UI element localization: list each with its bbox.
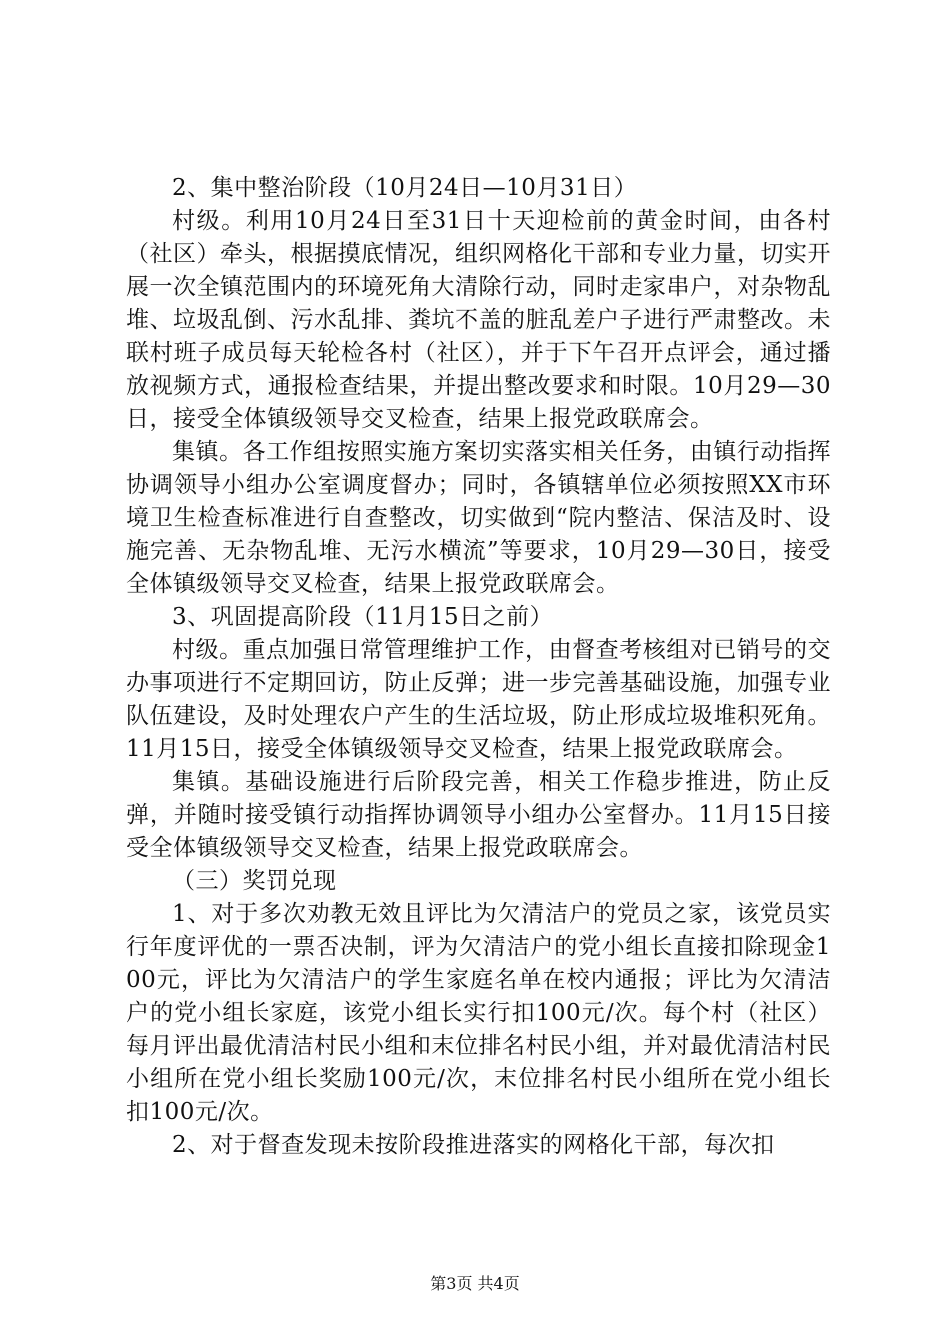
paragraph-stage-2-heading: 2、集中整治阶段（10月24日—10月31日） <box>172 175 638 201</box>
paragraph-village-level-stage-3: 村级。重点加强日常管理维护工作，由督查考核组对已销号的交办事项进行不定期回访，防止反弹；进一步完善基础设施，加强专业队伍建设，及时处理农户产生的生活垃圾，防止形成垃圾堆积死角。11月15日，接受全体镇级领导交叉检查，结果上报党政联席会。 <box>126 637 831 762</box>
paragraph-rewards-item-2: 2、对于督查发现未按阶段推进落实的网格化干部，每次扣 <box>172 1132 775 1158</box>
paragraph-town-level-stage-3: 集镇。基础设施进行后阶段完善，相关工作稳步推进，防止反弹，并随时接受镇行动指挥协调领导小组办公室督办。11月15日接受全体镇级领导交叉检查，结果上报党政联席会。 <box>126 769 831 861</box>
page-number-footer: 第3页 共4页 <box>430 1274 520 1293</box>
paragraph-town-level-stage-2: 集镇。各工作组按照实施方案切实落实相关任务，由镇行动指挥协调领导小组办公室调度督办；同时，各镇辖单位必须按照XX市环境卫生检查标准进行自查整改，切实做到“院内整洁、保洁及时、设施完善、无杂物乱堆、无污水横流”等要求，10月29—30日，接受全体镇级领导交叉检查，结果上报党政联席会。 <box>126 439 831 597</box>
paragraph-stage-3-heading: 3、巩固提高阶段（11月15日之前） <box>172 604 554 630</box>
paragraph-village-level-stage-2: 村级。利用10月24日至31日十天迎检前的黄金时间，由各村（社区）牵头，根据摸底情况，组织网格化干部和专业力量，切实开展一次全镇范围内的环境死角大清除行动，同时走家串户，对杂物乱堆、垃圾乱倒、污水乱排、粪坑不盖的脏乱差户子进行严肃整改。未联村班子成员每天轮检各村（社区），并于下午召开点评会，通过播放视频方式，通报检查结果，并提出整改要求和时限。10月29—30日，接受全体镇级领导交叉检查，结果上报党政联席会。 <box>126 208 831 432</box>
document-body <box>126 172 831 1162</box>
paragraph-rewards-item-1: 1、对于多次劝教无效且评比为欠清洁户的党员之家，该党员实行年度评优的一票否决制，评为欠清洁户的党小组长直接扣除现金100元，评比为欠清洁户的学生家庭名单在校内通报；评比为欠清洁户的党小组长家庭，该党小组长实行扣100元/次。每个村（社区）每月评出最优清洁村民小组和末位排名村民小组，并对最优清洁村民小组所在党小组长奖励100元/次，末位排名村民小组所在党小组长扣100元/次。 <box>126 901 831 1125</box>
paragraph-rewards-heading: （三）奖罚兑现 <box>172 868 337 894</box>
